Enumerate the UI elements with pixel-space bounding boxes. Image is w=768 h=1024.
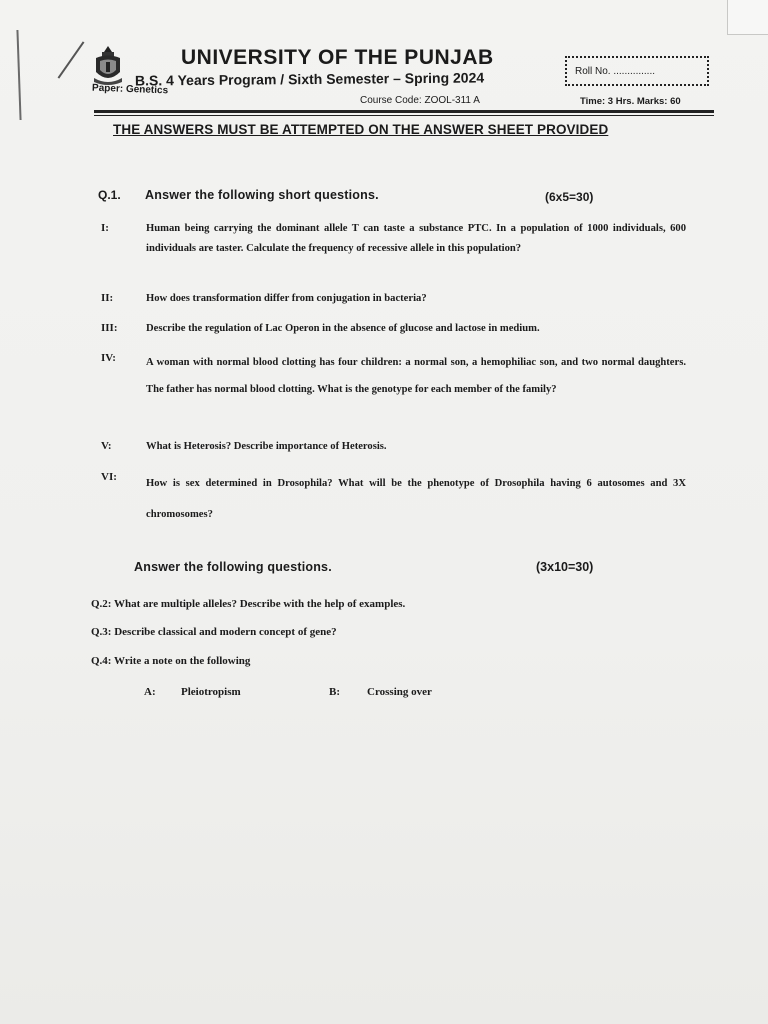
long-question: Q.3: Describe classical and modern concept of gene? (91, 626, 337, 638)
section1-marks: (6x5=30) (545, 190, 594, 204)
note-topic-b: Crossing over (367, 686, 432, 698)
short-question-text: How does transformation differ from conjugation in bacteria? (146, 293, 427, 304)
program-semester-line: B.S. 4 Years Program / Sixth Semester – Spring 2024 (134, 69, 485, 89)
section1-heading: Answer the following short questions. (145, 188, 379, 202)
short-question-text: Describe the regulation of Lac Operon in the absence of glucose and lactose in medium. (146, 323, 540, 334)
short-question-text: What is Heterosis? Describe importance of Heterosis. (146, 441, 387, 452)
roll-number-box (565, 56, 709, 86)
section2-marks: (3x10=30) (536, 560, 594, 574)
short-question-number: I: (101, 222, 109, 234)
header-rule-thick (94, 110, 714, 113)
exam-instruction: THE ANSWERS MUST BE ATTEMPTED ON THE ANSWER SHEET PROVIDED (113, 122, 609, 137)
short-question-number: V: (101, 440, 112, 452)
short-question-number: III: (101, 322, 118, 334)
note-label-a: A: (144, 686, 156, 698)
time-and-marks: Time: 3 Hrs. Marks: 60 (580, 96, 681, 107)
note-label-b: B: (329, 686, 340, 698)
paper-name: Paper: Genetics (91, 82, 169, 97)
short-question-number: II: (101, 292, 114, 304)
short-question-text: A woman with normal blood clotting has four children: a normal son, a hemophiliac son, and two normal daughters. The father has normal blood clotting. What is the genotype for each member of the family? (146, 357, 686, 395)
note-topic-a: Pleiotropism (181, 686, 241, 698)
header-rule-thin (94, 115, 714, 116)
course-code: Course Code: ZOOL-311 A (360, 95, 480, 106)
long-question: Q.4: Write a note on the following (91, 655, 251, 667)
long-question: Q.2: What are multiple alleles? Describe with the help of examples. (91, 598, 406, 610)
pen-slash-mark (58, 41, 85, 78)
section2-heading: Answer the following questions. (134, 560, 332, 574)
roll-number-label: Roll No. ............... (575, 66, 656, 77)
edge-pen-mark (16, 30, 21, 120)
short-question-number: IV: (101, 352, 116, 364)
short-question-number: VI: (101, 471, 117, 483)
short-question-text: Human being carrying the dominant allele T can taste a substance PTC. In a population of 1000 individuals, 600 individuals are taster. Calculate the frequency of recessive allele in this population? (146, 223, 686, 254)
page-corner-fold (727, 0, 768, 35)
university-crest-icon (90, 44, 126, 86)
short-question-text: How is sex determined in Drosophila? What will be the phenotype of Drosophila having 6 autosomes and 3X chromosomes? (146, 478, 686, 520)
university-title: UNIVERSITY OF THE PUNJAB (181, 46, 494, 69)
q1-label: Q.1. (98, 188, 121, 202)
